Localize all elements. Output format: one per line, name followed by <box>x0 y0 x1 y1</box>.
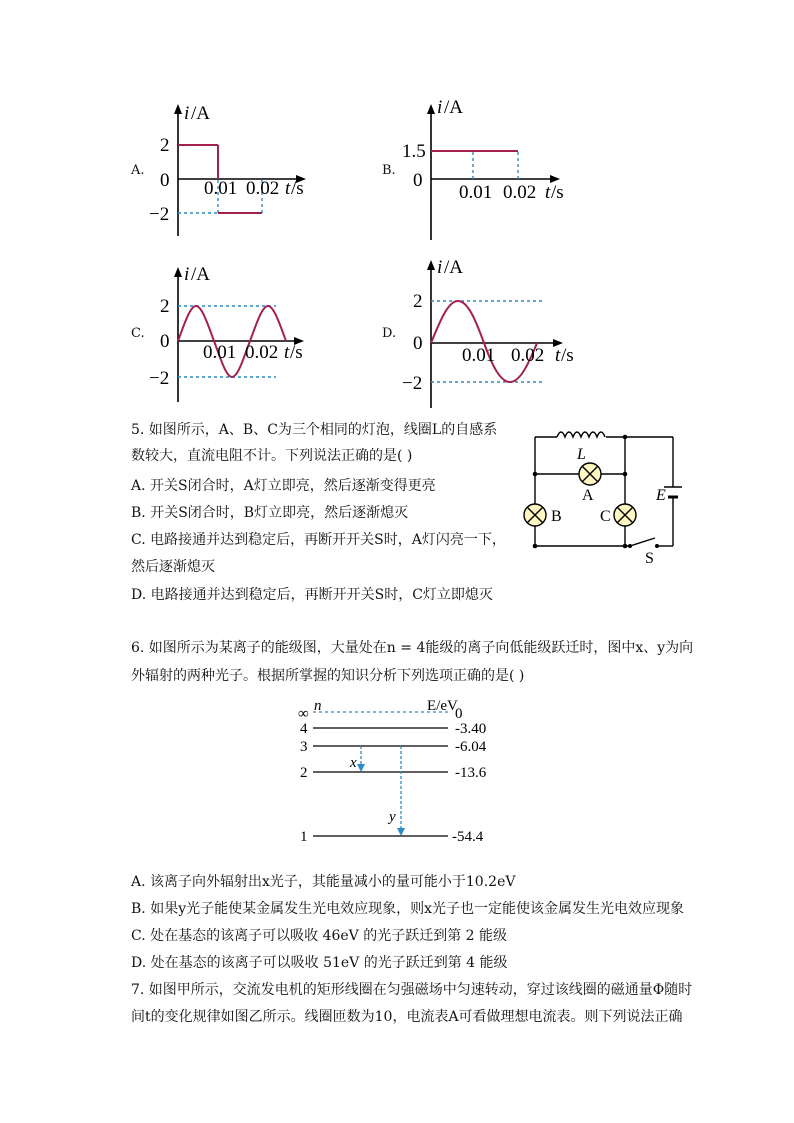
graph-a-ylabel-unit: /A <box>191 103 210 124</box>
q5-option-b: B. 开关S闭合时，B灯立即亮，然后逐渐熄灭 <box>131 505 409 521</box>
graph-b-ylabel-i: i <box>437 97 443 118</box>
graph-d-t1: 0.01 <box>462 345 496 366</box>
option-a-label: A. <box>131 163 145 178</box>
q6-option-d: D. 处在基态的该离子可以吸收 51eV 的光子跃迁到第 4 能级 <box>131 955 508 971</box>
graph-d-zero: 0 <box>413 333 423 354</box>
graph-a-y-neg: −2 <box>149 204 170 225</box>
energy-e-1: -54.4 <box>452 829 484 845</box>
q5-line2: 数较大，直流电阻不计。下列说法正确的是( ) <box>131 448 413 464</box>
graph-d-xlabel-unit: /s <box>561 345 574 366</box>
q5-option-d: D. 电路接通并达到稳定后，再断开开关S时，C灯立即熄灭 <box>131 587 493 603</box>
option-b-label: B. <box>382 163 396 178</box>
graph-c-ylabel-unit: /A <box>191 264 210 285</box>
energy-n-inf: ∞ <box>298 706 309 722</box>
circuit-label-s: S <box>645 550 654 567</box>
energy-n-4: 4 <box>300 721 308 737</box>
energy-e-label: E/eV <box>427 698 458 714</box>
energy-e-inf: 0 <box>455 706 463 722</box>
energy-n-2: 2 <box>300 765 308 781</box>
graph-c-t2: 0.02 <box>245 342 279 363</box>
energy-e-2: -13.6 <box>455 765 487 781</box>
transition-y-label: y <box>389 809 396 825</box>
graph-c-y-pos: 2 <box>160 296 170 317</box>
graph-c-y-neg: −2 <box>149 368 170 389</box>
q6-line1: 6. 如图所示为某离子的能级图，大量处在n = 4能级的离子向低能级跃迁时，图中x、y为向 <box>131 640 694 656</box>
graph-a-t2: 0.02 <box>246 178 280 199</box>
graph-c-zero: 0 <box>160 331 170 352</box>
graph-c-xlabel-unit: /s <box>290 342 303 363</box>
circuit-label-l: L <box>577 446 586 463</box>
graph-d-t2: 0.02 <box>511 345 545 366</box>
graph-b-ylabel-unit: /A <box>444 97 463 118</box>
q6-line2: 外辐射的两种光子。根据所掌握的知识分析下列选项正确的是( ) <box>131 668 525 684</box>
graph-c-xlabel-t: t <box>284 342 290 363</box>
option-c-label: C. <box>131 326 145 341</box>
graph-d-y-pos: 2 <box>413 291 423 312</box>
energy-n-1: 1 <box>300 829 308 845</box>
q5-option-a: A. 开关S闭合时，A灯立即亮，然后逐渐变得更亮 <box>131 478 436 494</box>
graph-b-xlabel-unit: /s <box>551 182 564 203</box>
option-d-label: D. <box>382 326 397 341</box>
graph-a-zero: 0 <box>160 170 170 191</box>
graph-a-ylabel-i: i <box>184 103 190 124</box>
energy-n-label: n <box>314 698 322 714</box>
circuit-label-a: A <box>582 487 594 504</box>
graph-b-zero: 0 <box>413 170 423 191</box>
q5-option-c2: 然后逐渐熄灭 <box>131 559 215 575</box>
q6-option-c: C. 处在基态的该离子可以吸收 46eV 的光子跃迁到第 2 能级 <box>131 928 508 944</box>
circuit-label-b: B <box>551 508 562 525</box>
graph-a-t1: 0.01 <box>204 178 238 199</box>
graph-a-xlabel-unit: /s <box>291 178 304 199</box>
graph-b-t1: 0.01 <box>459 182 493 203</box>
energy-n-3: 3 <box>300 739 308 755</box>
q5-line1: 5. 如图所示，A、B、C为三个相同的灯泡，线圈L的自感系 <box>131 422 498 438</box>
graph-c-t1: 0.01 <box>203 342 237 363</box>
q6-option-a: A. 该离子向外辐射出x光子，其能量减小的量可能小于10.2eV <box>131 874 516 890</box>
energy-e-4: -3.40 <box>455 721 487 737</box>
graph-c-ylabel-i: i <box>184 264 190 285</box>
circuit-label-c: C <box>600 508 611 525</box>
graph-a-y-pos: 2 <box>160 135 170 156</box>
graph-d-ylabel-i: i <box>437 257 443 278</box>
graph-b-xlabel-t: t <box>545 182 551 203</box>
q7-line2: 间t的变化规律如图乙所示。线圈匝数为10，电流表A可看做理想电流表。则下列说法正确 <box>131 1009 683 1025</box>
graph-d-y-neg: −2 <box>402 373 423 394</box>
graph-d-ylabel-unit: /A <box>444 257 463 278</box>
graph-d-xlabel-t: t <box>555 345 561 366</box>
transition-x-label: x <box>350 755 357 771</box>
q6-option-b: B. 如果y光子能使某金属发生光电效应现象，则x光子也一定能使该金属发生光电效应现象 <box>131 901 684 917</box>
q5-option-c1: C. 电路接通并达到稳定后，再断开开关S时，A灯闪亮一下， <box>131 532 506 548</box>
circuit-label-e: E <box>656 487 666 504</box>
q7-line1: 7. 如图甲所示，交流发电机的矩形线圈在匀强磁场中匀速转动，穿过该线圈的磁通量Φ随时 <box>131 982 693 998</box>
energy-e-3: -6.04 <box>455 739 487 755</box>
graph-b-t2: 0.02 <box>503 182 537 203</box>
graph-a-xlabel-t: t <box>285 178 291 199</box>
graph-b-y-pos: 1.5 <box>402 141 426 162</box>
